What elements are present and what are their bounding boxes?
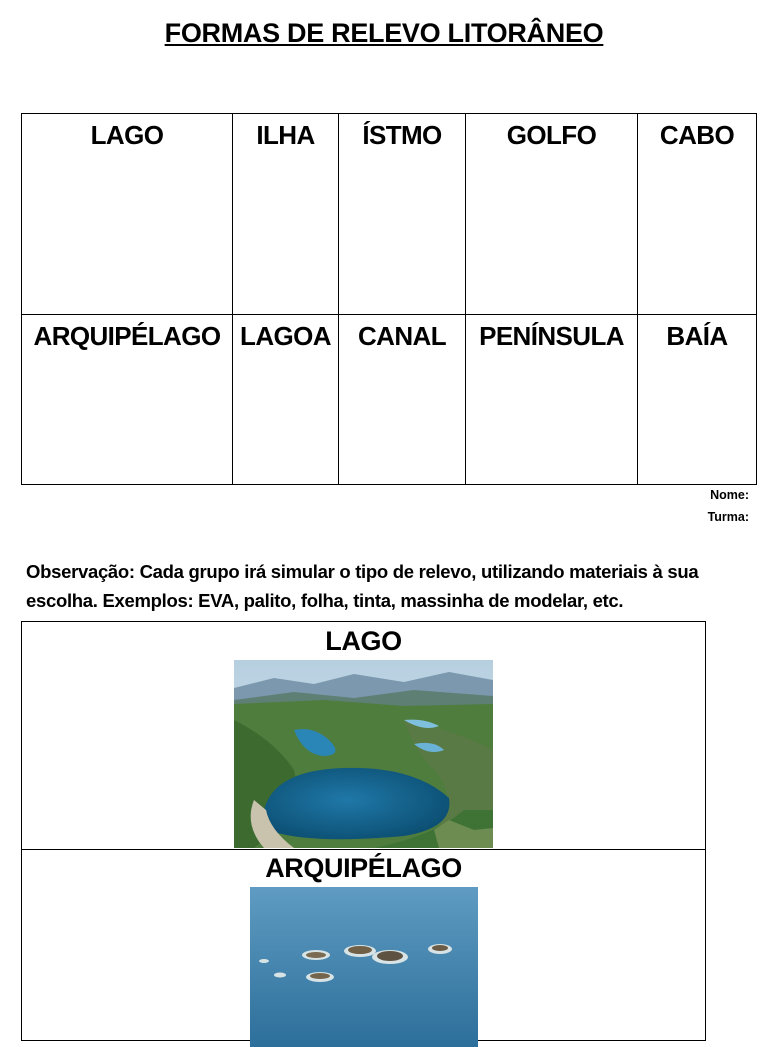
cell-peninsula: PENÍNSULA <box>466 315 638 485</box>
card-title-arquipelago: ARQUIPÉLAGO <box>265 853 462 883</box>
cell-ilha: ILHA <box>233 114 339 315</box>
cell-canal: CANAL <box>339 315 466 485</box>
cell-cabo: CABO <box>638 114 757 315</box>
cell-lagoa: LAGOA <box>233 315 339 485</box>
card-title-lago: LAGO <box>325 626 402 656</box>
table-row <box>22 114 757 315</box>
class-field-label: Turma: <box>707 510 749 524</box>
archipelago-photo <box>250 887 478 1047</box>
page-title: FORMAS DE RELEVO LITORÂNEO <box>164 18 604 48</box>
observation-text: Observação: Cada grupo irá simular o tipo de relevo, utilizando materiais à sua escolha. Exemplos: EVA, palito, folha, tinta, massinha de modelar, etc. <box>26 561 699 611</box>
cell-baia: BAÍA <box>638 315 757 485</box>
cell-arquipelago: ARQUIPÉLAGO <box>22 315 233 485</box>
table-row <box>22 315 757 485</box>
image-cards <box>21 621 706 1041</box>
cell-golfo: GOLFO <box>466 114 638 315</box>
relief-table <box>21 113 757 485</box>
card-divider <box>22 849 705 850</box>
name-field-label: Nome: <box>710 488 749 502</box>
cell-istmo: ÍSTMO <box>339 114 466 315</box>
cell-lago: LAGO <box>22 114 233 315</box>
lake-photo <box>234 660 493 848</box>
